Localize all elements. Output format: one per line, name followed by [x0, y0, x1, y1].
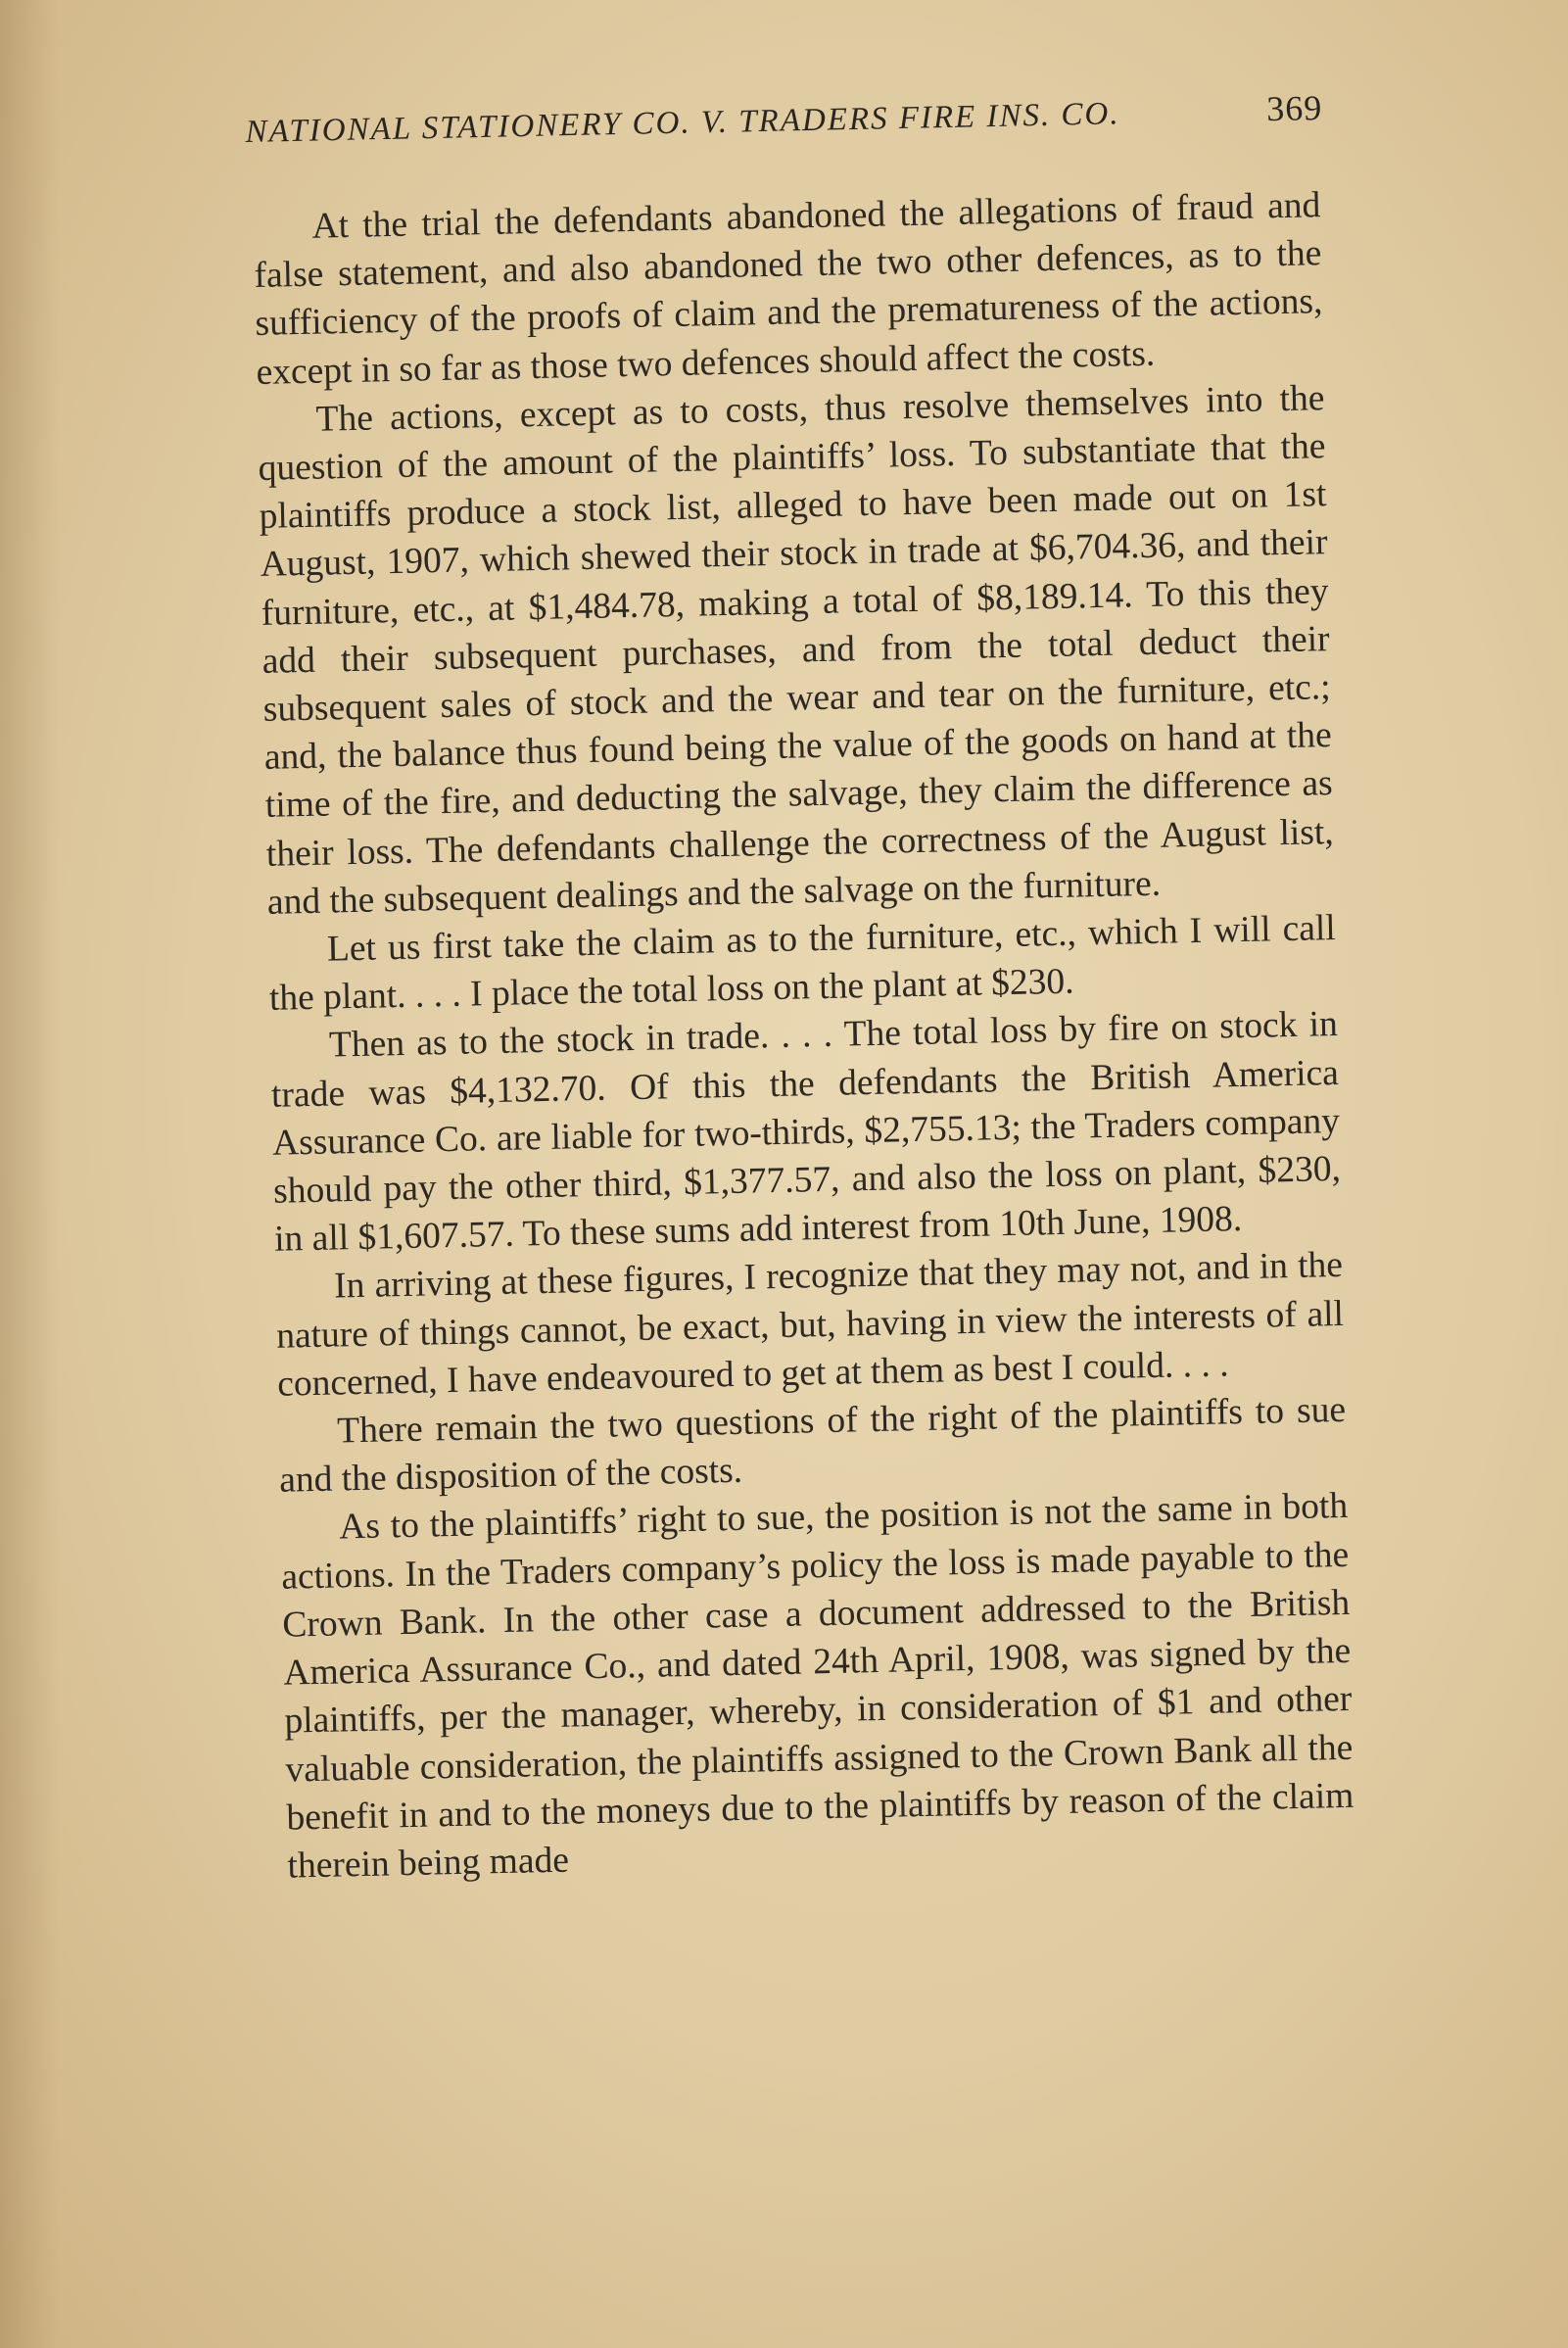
paragraph-right-to-sue: As to the plaintiffs’ right to sue, the position is not the same in both actions. In the Traders company’s policy the loss is made payable to the Crown Bank. In the other case a document addressed to the British America Assurance Co., and dated 24th April, 1908, was signed by the plaintiffs, per the manager, whereby, in consideration of $1 and other valuable consideration, the plaintiffs assigned to the Crown Bank all the benefit in and to the moneys due to the plaintiffs by reason of the claim therein being made [280, 1486, 1354, 1887]
page-number: 369 [1265, 87, 1323, 129]
running-head: NATIONAL STATIONERY CO. V. TRADERS FIRE INS. CO. [245, 96, 1120, 150]
page-header [245, 87, 1323, 151]
paragraph-furniture-plant: Let us first take the claim as to the furniture, etc., which I will call the plant. . . . I place the total loss on the plant at $230. [268, 908, 1337, 1020]
paragraph-stock-in-trade: Then as to the stock in trade. . . . The total loss by fire on stock in trade was $4,132.70. Of this the defendants the British America Assurance Co. are liable for two-thirds, $2,755.13; the Traders company should pay the other third, $1,377.57, and also the loss on plant, $230, in all $1,607.57. To these sums add interest from 10th June, 1908. [270, 1004, 1342, 1261]
body-text [253, 181, 1355, 1891]
paragraph-figures: In arriving at these figures, I recognize that they may not, and in the nature of things cannot, be exact, but, having in view the interests of all concerned, I have endeavoured to get at them as best I could. . . . [275, 1245, 1345, 1405]
paragraph-remaining-questions: There remain the two questions of the right of the plaintiffs to sue and the disposition of the costs. [278, 1389, 1347, 1501]
paragraph-defences-abandoned: At the trial the defendants abandoned the allegations of fraud and false statement, and also abandoned the two other defences, as to the sufficiency of the proofs of claim and the prematureness of the actions, except in so far as those two defences should affect the costs. [254, 185, 1323, 393]
paragraph-amount-of-loss: The actions, except as to costs, thus resolve themselves into the question of the amount of the plaintiffs’ loss. To substantiate that the plaintiffs produce a stock list, alleged to have been made out on 1st August, 1907, which shewed their stock in trade at $6,704.36, and their furniture, etc., at $1,484.78, making a total of $8,189.14. To this they add their subsequent purchases, and from the total deduct their subsequent sales of stock and the wear and tear on the furniture, etc.; and, the balance thus found being the value of the goods on hand at the time of the fire, and deducting the salvage, they claim the difference as their loss. The defendants challenge the correctness of the August list, and the subsequent dealings and the salvage on the furniture. [258, 377, 1335, 923]
